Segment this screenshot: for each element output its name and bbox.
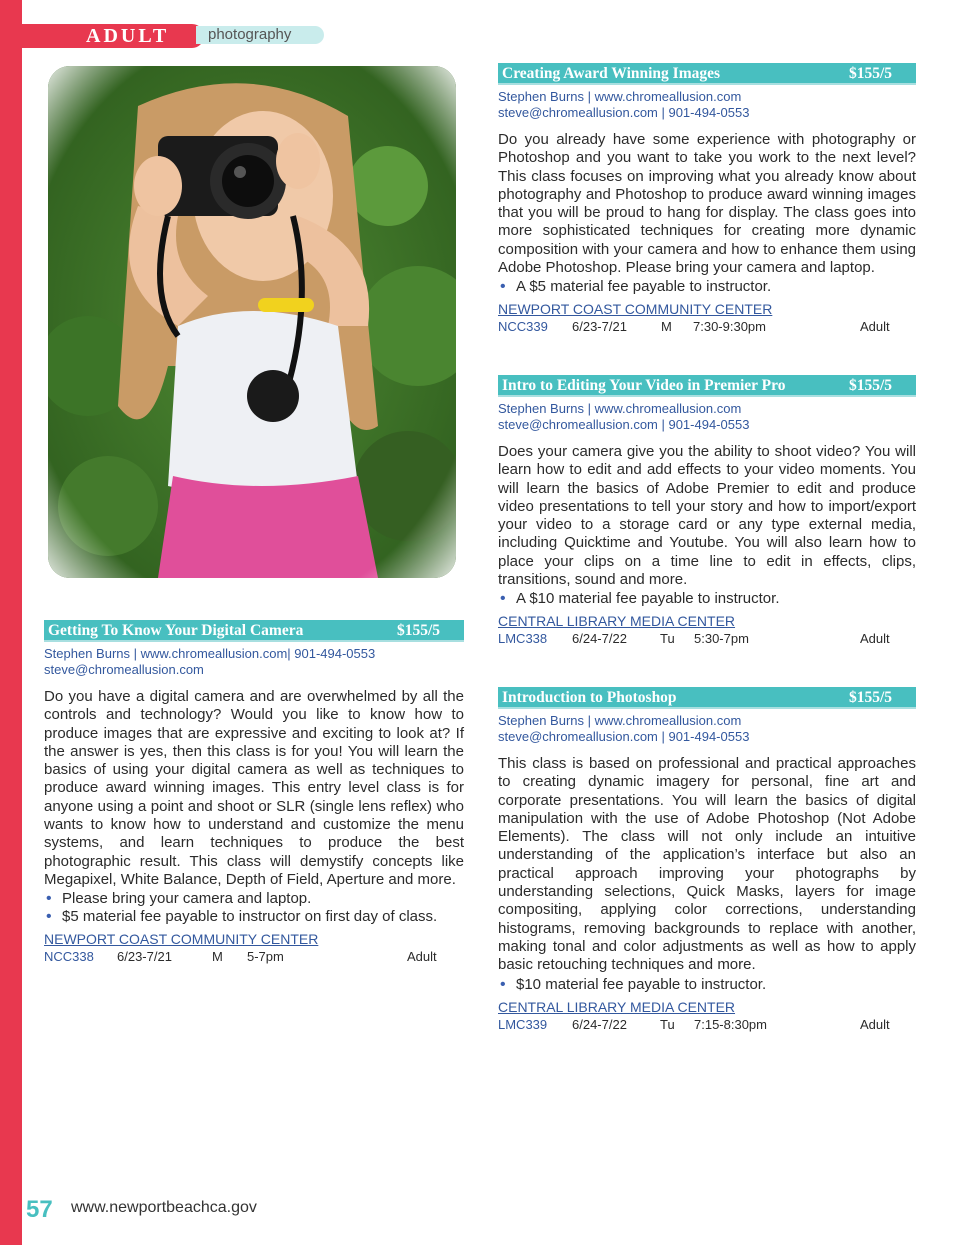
course-schedule [44,948,464,966]
course-level: Adult [860,319,890,335]
course-dates: 6/23-7/21 [572,319,627,335]
course-title: Getting To Know Your Digital Camera [48,622,304,639]
course-title-bar [44,620,464,642]
course-digital-camera [44,620,464,966]
course-time: 7:15-8:30pm [694,1016,767,1032]
course-premier-pro [498,375,916,648]
course-day: M [212,949,223,965]
camera-girl-photo [48,66,456,578]
section-tab-adult: ADULT [22,24,204,48]
course-title-bar [498,687,916,709]
course-price: $155/5 [396,622,440,639]
course-title-bar [498,63,916,85]
course-time: 5-7pm [247,949,284,965]
course-note: • $5 material fee payable to instructor on first day of class. [44,908,464,926]
course-level: Adult [860,631,890,647]
course-day: M [661,319,672,335]
contact-line-1: Stephen Burns | www.chromeallusion.com [498,713,742,728]
course-note: • A $10 material fee payable to instructor. [498,590,916,608]
course-dates: 6/23-7/21 [117,949,172,965]
course-title: Introduction to Photoshop [502,689,677,706]
course-notes [498,278,916,296]
course-day: Tu [660,631,675,647]
instructor-contact [498,89,916,121]
course-code: NCC338 [44,949,94,965]
course-code: LMC338 [498,631,548,647]
course-description: Do you already have some experience with photography or Photoshop and you want to take you work to the next level? This class focuses on improving what you already know about photography and Photoshop to produce award winning images that you will be proud to hang for display. The class goes into more sophisticated techniques for creating more dynamic composition with your camera and how to enhance them using Adobe Photoshop. Please bring your camera and laptop. [498,131,916,277]
course-notes [498,976,916,994]
footer-url[interactable]: www.newportbeachca.gov [71,1199,257,1216]
page-number: 57 [26,1196,53,1223]
course-note: • $10 material fee payable to instructor. [498,976,916,994]
course-award-winning-images [498,63,916,336]
left-accent-bar [0,0,22,1245]
instructor-contact [498,713,916,745]
course-location: CENTRAL LIBRARY MEDIA CENTER [498,613,736,630]
course-location: NEWPORT COAST COMMUNITY CENTER [498,301,773,318]
instructor-contact [498,401,916,433]
contact-line-2: steve@chromeallusion.com | 901-494-0553 [498,729,750,744]
course-intro-photoshop [498,687,916,1034]
course-dates: 6/24-7/22 [572,1016,627,1032]
course-note: • A $5 material fee payable to instructor. [498,278,916,296]
course-title-bar [498,375,916,397]
category-tab-photography: photography [196,26,324,44]
contact-line-1: Stephen Burns | www.chromeallusion.com [498,89,742,104]
course-schedule [498,630,916,648]
course-day: Tu [660,1016,675,1032]
instructor-contact [44,646,464,678]
course-code: NCC339 [498,319,548,335]
course-title: Intro to Editing Your Video in Premier Pro [502,377,786,394]
course-price: $155/5 [848,377,892,394]
course-title: Creating Award Winning Images [502,65,721,82]
course-description: Do you have a digital camera and are overwhelmed by all the controls and technology? Would you like to know how to produce images that are expressive and exciting to look at? If the answer is yes, then this class is for you! You will learn the basics of using your digital camera as well as techniques to produce award winning images. This entry level class is for anyone using a point and shoot or SLR (single lens reflex) who wants to know how to understand and customize the menu systems, and learn techniques to produce the best photographic result. This class will demystify concepts like Megapixel, White Balance, Depth of Field, Aperture and more. [44,688,464,888]
course-time: 5:30-7pm [694,631,749,647]
course-level: Adult [407,949,437,965]
course-description: Does your camera give you the ability to shoot video? You will learn how to edit and add effects to your video moments. You will learn the basics of Adobe Premier to edit and produce video presentations to tell your story and how to import/export your video to a storage card or any type external media, including Quicktime and Youtube. You will also learn how to place your clips on a time line to edit in effects, clips, transitions, sound and more. [498,443,916,589]
course-code: LMC339 [498,1016,548,1032]
contact-line-1: Stephen Burns | www.chromeallusion.com| 901-494-0553 [44,646,376,661]
course-note: • Please bring your camera and laptop. [44,890,464,908]
contact-line-2: steve@chromeallusion.com | 901-494-0553 [498,417,750,432]
course-notes [44,890,464,926]
course-time: 7:30-9:30pm [693,319,766,335]
photo-illustration [48,66,456,578]
course-price: $155/5 [848,65,892,82]
contact-line-2: steve@chromeallusion.com [44,662,204,677]
contact-line-1: Stephen Burns | www.chromeallusion.com [498,401,742,416]
course-price: $155/5 [848,689,892,706]
course-notes [498,590,916,608]
course-dates: 6/24-7/22 [572,631,627,647]
course-description: This class is based on professional and practical approaches to creating dynamic imagery for personal, fine art and corporate presentations. You will learn the basics of digital manipulation with the use of Adobe Photoshop (Not Adobe Elements). The class will not only include an intuitive understanding of the application’s interface but also an practical approach improving your photographs by understanding selections, Quick Masks, layers for image compositing, applying color corrections, understanding histograms, removing backgrounds to replace with another, making tonal and color adjustments as well as how to apply basic retouching techniques and more. [498,755,916,974]
course-location: NEWPORT COAST COMMUNITY CENTER [44,931,319,948]
course-schedule [498,318,916,336]
course-level: Adult [860,1016,890,1032]
contact-line-2: steve@chromeallusion.com | 901-494-0553 [498,105,750,120]
course-schedule [498,1016,916,1034]
course-location: CENTRAL LIBRARY MEDIA CENTER [498,998,736,1015]
